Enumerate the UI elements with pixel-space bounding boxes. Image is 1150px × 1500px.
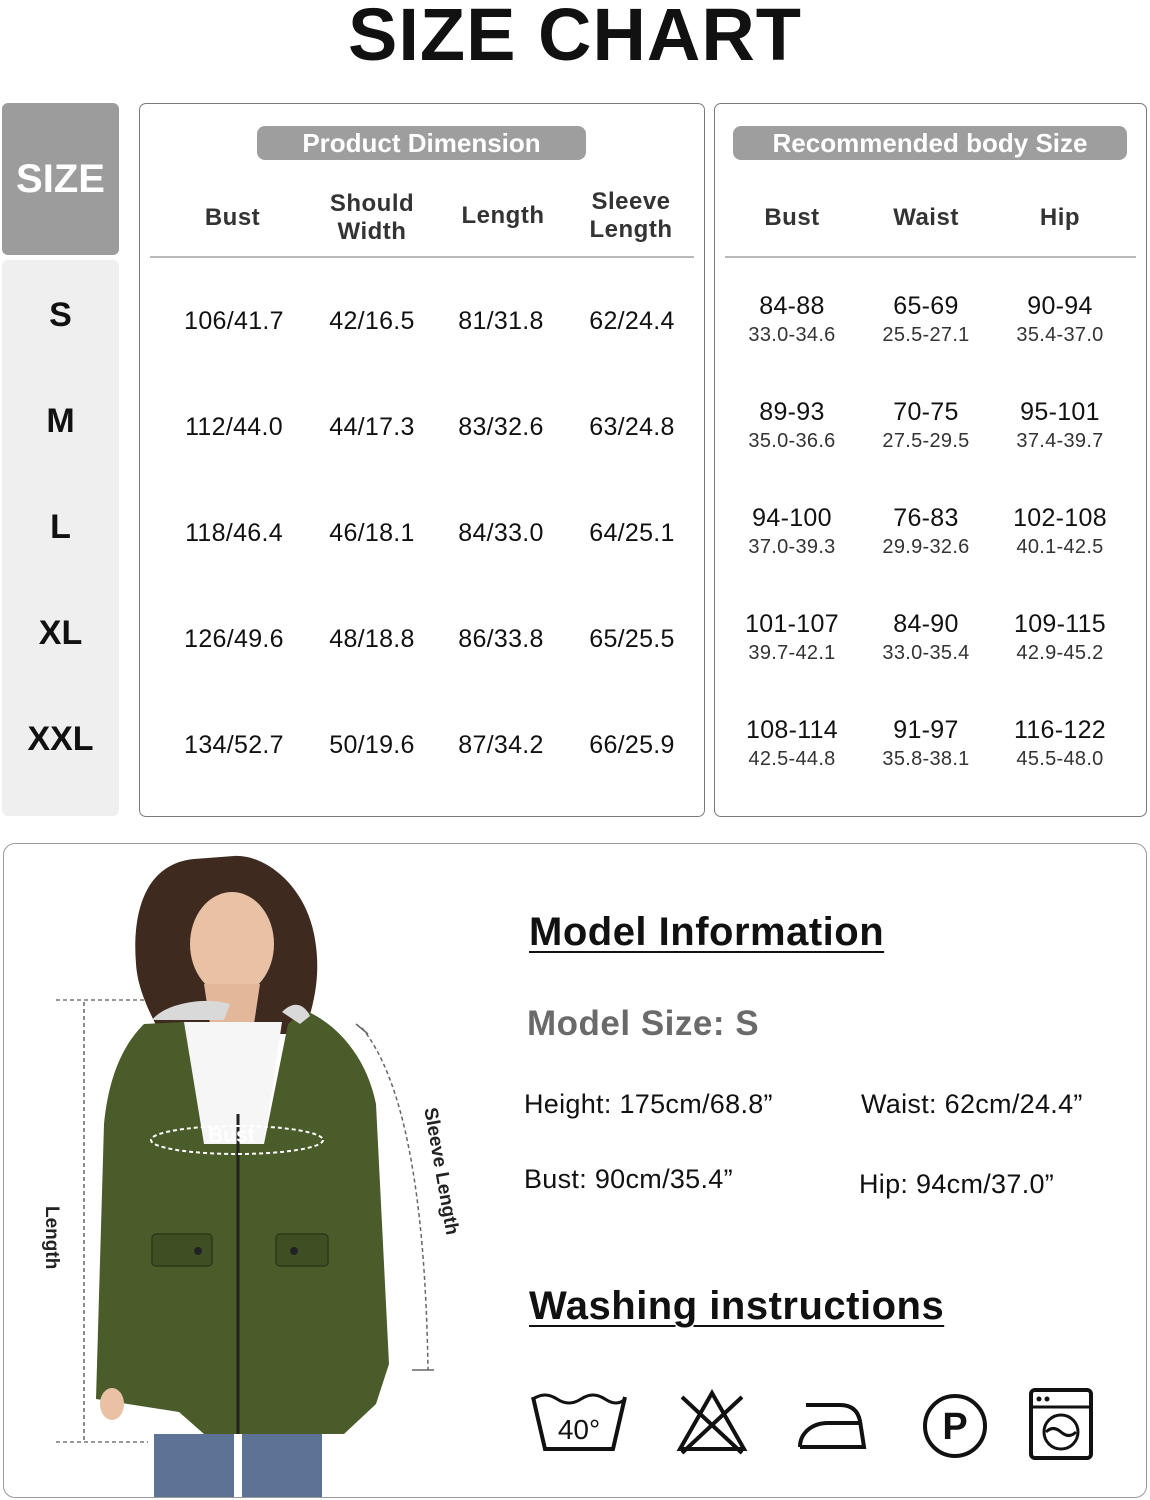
no-bleach-icon: [676, 1389, 748, 1455]
model-hip: [859, 1169, 1054, 1200]
model-bust: [524, 1164, 733, 1195]
table-cell: 112/44.0: [185, 413, 283, 441]
size-label: XL: [38, 614, 83, 652]
table-cell: 66/25.9: [589, 731, 675, 759]
table-cell-cm: 90-94: [1027, 292, 1093, 320]
model-height-value: 175cm/68.8”: [619, 1089, 773, 1119]
table-cell-cm: 89-93: [759, 398, 825, 426]
length-measure-label: Length: [41, 1206, 62, 1270]
table-cell-cm: 65-69: [893, 292, 959, 320]
size-column-header: SIZE: [2, 103, 119, 255]
table-cell-cm: 91-97: [893, 716, 959, 744]
column-header: Bust: [204, 204, 261, 231]
model-information-heading: Model Information: [529, 910, 885, 954]
table-cell: 84/33.0: [458, 519, 544, 547]
table-cell: 44/17.3: [329, 413, 415, 441]
table-cell: 81/31.8: [458, 307, 544, 335]
table-cell: 64/25.1: [589, 519, 675, 547]
header-divider: [150, 256, 694, 258]
column-header: Should Width: [329, 190, 415, 245]
table-cell-inch: 27.5-29.5: [882, 430, 970, 452]
column-header: Length: [461, 202, 545, 229]
model-height: [524, 1089, 773, 1120]
page-title: SIZE CHART: [348, 0, 802, 76]
table-cell-cm: 76-83: [893, 504, 959, 532]
table-cell-inch: 33.0-34.6: [748, 324, 836, 346]
table-cell-inch: 37.0-39.3: [748, 536, 836, 558]
table-cell-cm: 102-108: [1013, 504, 1107, 532]
table-cell-inch: 42.5-44.8: [748, 748, 836, 770]
table-cell: 106/41.7: [184, 307, 284, 335]
size-label: S: [49, 296, 72, 334]
table-cell-inch: 33.0-35.4: [882, 642, 970, 664]
table-cell-cm: 108-114: [746, 716, 838, 744]
model-hip-label: Hip:: [859, 1169, 909, 1199]
model-waist: [861, 1089, 1083, 1120]
column-header: Waist: [893, 204, 959, 231]
table-cell-cm: 84-90: [893, 610, 959, 638]
table-cell-inch: 35.8-38.1: [882, 748, 970, 770]
model-figure-image: [4, 844, 474, 1497]
product-dimension-table: [139, 103, 705, 817]
model-bust-value: 90cm/35.4”: [594, 1164, 733, 1194]
table-cell-cm: 70-75: [893, 398, 959, 426]
column-header: Bust: [764, 204, 820, 231]
column-header: Sleeve Length: [589, 188, 673, 243]
product-dimension-label: Product Dimension: [257, 126, 586, 160]
sleeve-length-measure-label: Sleeve Length: [419, 1106, 463, 1237]
column-header: Hip: [1039, 204, 1081, 231]
size-column: [2, 260, 119, 816]
table-cell-cm: 116-122: [1014, 716, 1106, 744]
table-cell: 86/33.8: [458, 625, 544, 653]
model-waist-label: Waist:: [861, 1089, 937, 1119]
iron-icon: [792, 1397, 872, 1453]
table-cell-inch: 35.0-36.6: [748, 430, 836, 452]
model-waist-value: 62cm/24.4”: [944, 1089, 1083, 1119]
dry-clean-letter: P: [942, 1406, 968, 1448]
size-label: L: [50, 508, 71, 546]
header-divider: [725, 256, 1136, 258]
bust-measure-label: Bust: [208, 1124, 255, 1147]
table-cell: 118/46.4: [185, 519, 283, 547]
table-cell-inch: 39.7-42.1: [748, 642, 836, 664]
table-cell-inch: 25.5-27.1: [882, 324, 970, 346]
washing-instructions-heading: Washing instructions: [529, 1284, 945, 1328]
table-cell-cm: 95-101: [1020, 398, 1100, 426]
table-cell: 48/18.8: [329, 625, 415, 653]
table-cell-inch: 45.5-48.0: [1016, 748, 1104, 770]
table-cell-inch: 37.4-39.7: [1016, 430, 1104, 452]
model-height-label: Height:: [524, 1089, 612, 1119]
table-cell-inch: 40.1-42.5: [1016, 536, 1104, 558]
table-cell: 63/24.8: [589, 413, 675, 441]
tumble-dry-icon: [1028, 1387, 1094, 1461]
table-cell: 42/16.5: [329, 307, 415, 335]
size-label: XXL: [27, 720, 94, 758]
model-info-panel: [3, 843, 1147, 1498]
table-cell-cm: 109-115: [1014, 610, 1106, 638]
table-cell: 87/34.2: [458, 731, 544, 759]
dry-clean-p-icon: [920, 1391, 990, 1461]
body-size-table: [714, 103, 1147, 817]
model-hip-value: 94cm/37.0”: [916, 1169, 1055, 1199]
table-cell-cm: 84-88: [759, 292, 825, 320]
table-cell: 126/49.6: [184, 625, 284, 653]
table-cell-inch: 35.4-37.0: [1016, 324, 1104, 346]
wash-40-icon: [529, 1389, 629, 1459]
model-size: Model Size: S: [527, 1004, 760, 1043]
table-cell: 65/25.5: [589, 625, 675, 653]
table-cell-cm: 94-100: [752, 504, 832, 532]
table-cell-inch: 29.9-32.6: [882, 536, 970, 558]
body-size-label: Recommended body Size: [733, 126, 1127, 160]
table-cell: 83/32.6: [458, 413, 544, 441]
table-cell: 46/18.1: [329, 519, 415, 547]
table-cell: 62/24.4: [589, 307, 675, 335]
table-cell-cm: 101-107: [745, 610, 839, 638]
table-cell-inch: 42.9-45.2: [1016, 642, 1104, 664]
table-cell: 134/52.7: [184, 731, 284, 759]
model-bust-label: Bust:: [524, 1164, 588, 1194]
size-label: M: [46, 402, 75, 440]
table-cell: 50/19.6: [329, 731, 415, 759]
wash-temp-label: 40°: [557, 1414, 601, 1445]
